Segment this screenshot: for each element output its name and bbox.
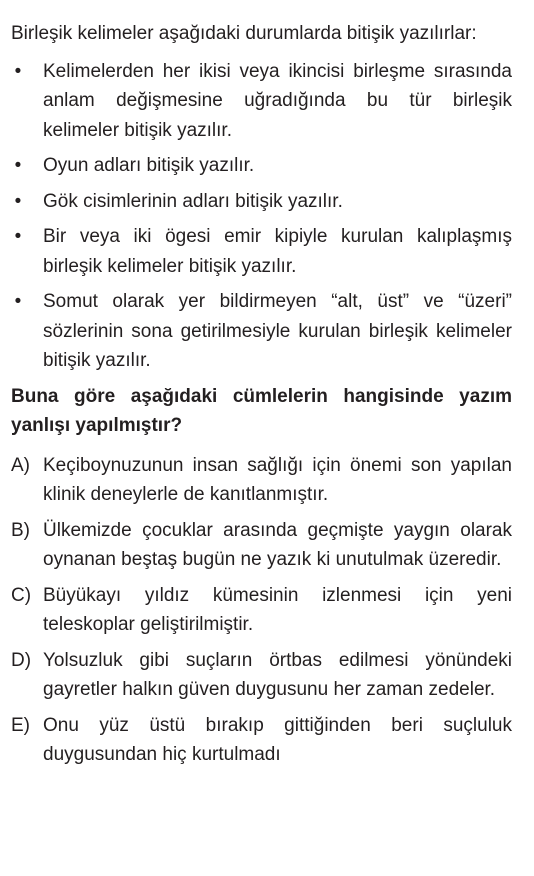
rule-text: Kelimelerden her ikisi veya ikincisi birleşme sırasında anlam değişmesine uğradığında bu tür birleşik kelimeler bitişik yazılır.: [43, 60, 512, 141]
option-text: Onu yüz üstü bırakıp gittiğinden beri suçluluk duygusundan hiç kurtulmadı: [43, 714, 512, 765]
rule-text: Oyun adları bitişik yazılır.: [43, 155, 255, 176]
option-d[interactable]: [11, 646, 512, 705]
rule-item: [11, 57, 512, 146]
intro-text: Birleşik kelimeler aşağıdaki durumlarda bitişik yazılırlar:: [11, 23, 477, 44]
question-stem: Buna göre aşağıdaki cümlelerin hangisinde yazım yanlışı yapılmıştır?: [11, 385, 512, 436]
option-b[interactable]: [11, 516, 512, 575]
bullet-icon: •: [14, 155, 22, 176]
rule-text: Somut olarak yer bildirmeyen “alt, üst” ve “üzeri” sözlerinin sona getirilmesiyle kurulan birleşik kelimeler bitişik yazılır.: [43, 291, 512, 371]
answer-options: [11, 451, 512, 770]
option-text: Ülkemizde çocuklar arasında geçmişte yaygın olarak oynanan beştaş bugün ne yazık ki unutulmak üzeredir.: [43, 519, 512, 570]
bullet-icon: •: [14, 291, 22, 312]
option-text: Yolsuzluk gibi suçların örtbas edilmesi yönündeki gayretler halkın güven duygusunu her zaman zedeler.: [43, 649, 512, 700]
rules-list: [11, 57, 512, 376]
bullet-icon: •: [14, 190, 22, 212]
rule-item: [11, 287, 512, 376]
rule-item: [11, 222, 512, 281]
option-e[interactable]: [11, 711, 512, 770]
option-letter: E): [11, 714, 30, 736]
option-letter: A): [11, 454, 30, 476]
bullet-icon: •: [14, 226, 22, 247]
option-text: Büyükayı yıldız kümesinin izlenmesi için yeni teleskoplar geliştirilmiştir.: [43, 584, 512, 635]
option-letter: B): [11, 519, 30, 541]
option-a[interactable]: [11, 451, 512, 510]
rule-text: Bir veya iki ögesi emir kipiyle kurulan kalıplaşmış birleşik kelimeler bitişik yazılır.: [43, 226, 512, 277]
option-letter: C): [11, 584, 32, 606]
rule-item: [11, 151, 512, 181]
option-c[interactable]: [11, 581, 512, 640]
option-letter: D): [11, 649, 32, 671]
rule-item: [11, 187, 512, 217]
option-text: Keçiboynuzunun insan sağlığı için önemi son yapılan klinik deneylerle de kanıtlanmıştır.: [43, 454, 512, 505]
rule-text: Gök cisimlerinin adları bitişik yazılır.: [43, 190, 343, 212]
bullet-icon: •: [14, 60, 22, 82]
